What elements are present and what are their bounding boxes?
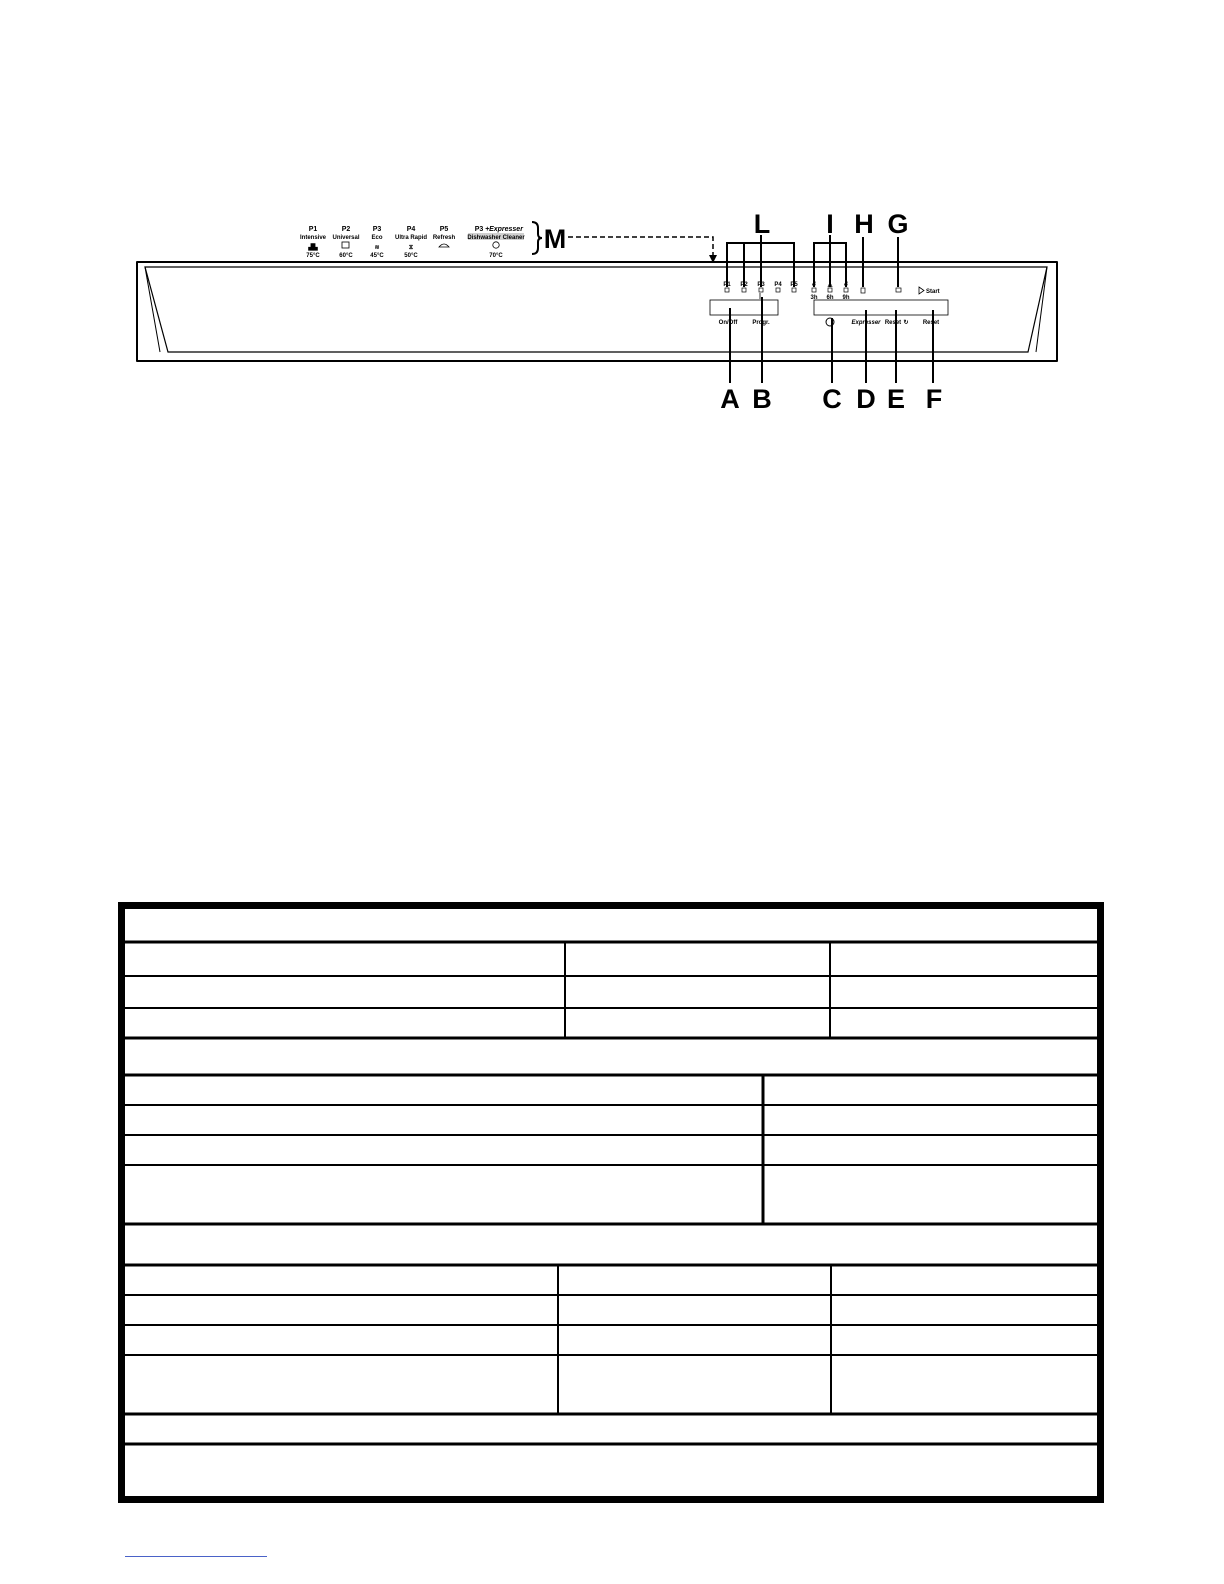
program-legend-p3 — [370, 226, 384, 259]
on-off-button[interactable]: On/Off — [718, 320, 738, 326]
callout-l: L — [753, 209, 771, 239]
program-name: Refresh — [432, 235, 456, 241]
delay-label: 3h — [810, 295, 818, 301]
special-program-code: P3 + — [474, 226, 490, 233]
spec-table-grid — [125, 909, 1097, 1496]
special-program-name: Dishwasher Cleaner — [467, 235, 525, 241]
callout-g: G — [887, 209, 909, 239]
led-label: P5 — [790, 282, 798, 288]
reset-delay-button[interactable]: Reset — [884, 320, 902, 326]
program-code: P1 — [308, 226, 318, 233]
callout-f: F — [925, 384, 943, 414]
callout-b: B — [752, 384, 772, 414]
delay-label: 6h — [826, 295, 834, 301]
callout-h: H — [854, 209, 874, 239]
pot-icon: ▟▙ — [308, 245, 318, 251]
control-panel-diagram — [0, 0, 1224, 560]
footer-link-underline[interactable] — [125, 1556, 267, 1557]
control-panel — [137, 262, 1057, 361]
program-code: P3 — [372, 226, 382, 233]
program-temp: 50°C — [404, 253, 418, 259]
callout-i: I — [826, 209, 834, 239]
program-name: Eco — [371, 235, 383, 241]
program-legend-special — [467, 226, 525, 259]
program-temp: 45°C — [370, 253, 384, 259]
refresh-icon — [439, 244, 449, 247]
program-legend-p1 — [300, 226, 327, 259]
special-program-temp: 70°C — [489, 253, 503, 259]
cycle-icon: ↻ — [903, 320, 909, 326]
salt-icon: △ — [827, 282, 833, 288]
delay-label: 9h — [842, 295, 850, 301]
led-label: P1 — [723, 282, 731, 288]
callout-c: C — [822, 384, 842, 414]
led-label: P3 — [757, 282, 765, 288]
cup-icon — [342, 242, 349, 248]
program-temp: 75°C — [306, 253, 320, 259]
program-legend-p5 — [433, 226, 456, 247]
callout-e: E — [886, 384, 906, 414]
expresser-button[interactable]: Expresser — [851, 320, 881, 326]
cleaner-icon — [493, 242, 499, 248]
led-label: P4 — [774, 282, 782, 288]
program-legend — [300, 226, 525, 259]
led-label: P2 — [740, 282, 748, 288]
program-code: P2 — [341, 226, 351, 233]
program-code: P5 — [439, 226, 449, 233]
reset-button[interactable]: Reset — [922, 320, 940, 326]
group-brace — [532, 222, 542, 254]
program-legend-p4 — [395, 226, 427, 259]
callout-a: A — [720, 384, 740, 414]
program-name: Universal — [332, 235, 360, 241]
dashed-leader — [568, 237, 713, 256]
rinse-aid-icon: ☌ — [811, 282, 817, 288]
callout-m: M — [543, 224, 567, 254]
special-program-brand: Expresser — [489, 226, 523, 233]
program-name: Ultra Rapid — [394, 235, 428, 241]
program-name: Intensive — [299, 235, 327, 241]
program-legend-p2 — [332, 226, 359, 259]
tap-icon: ☌ — [843, 282, 849, 288]
program-code: P4 — [406, 226, 416, 233]
callout-d: D — [856, 384, 876, 414]
spec-table — [118, 902, 1104, 1503]
program-temp: 60°C — [339, 253, 353, 259]
start-label: Start — [926, 289, 940, 295]
eco-icon: ≋ — [374, 245, 380, 251]
rapid-icon: ⧖ — [408, 245, 414, 251]
progr-button[interactable]: Progr. — [752, 320, 770, 326]
